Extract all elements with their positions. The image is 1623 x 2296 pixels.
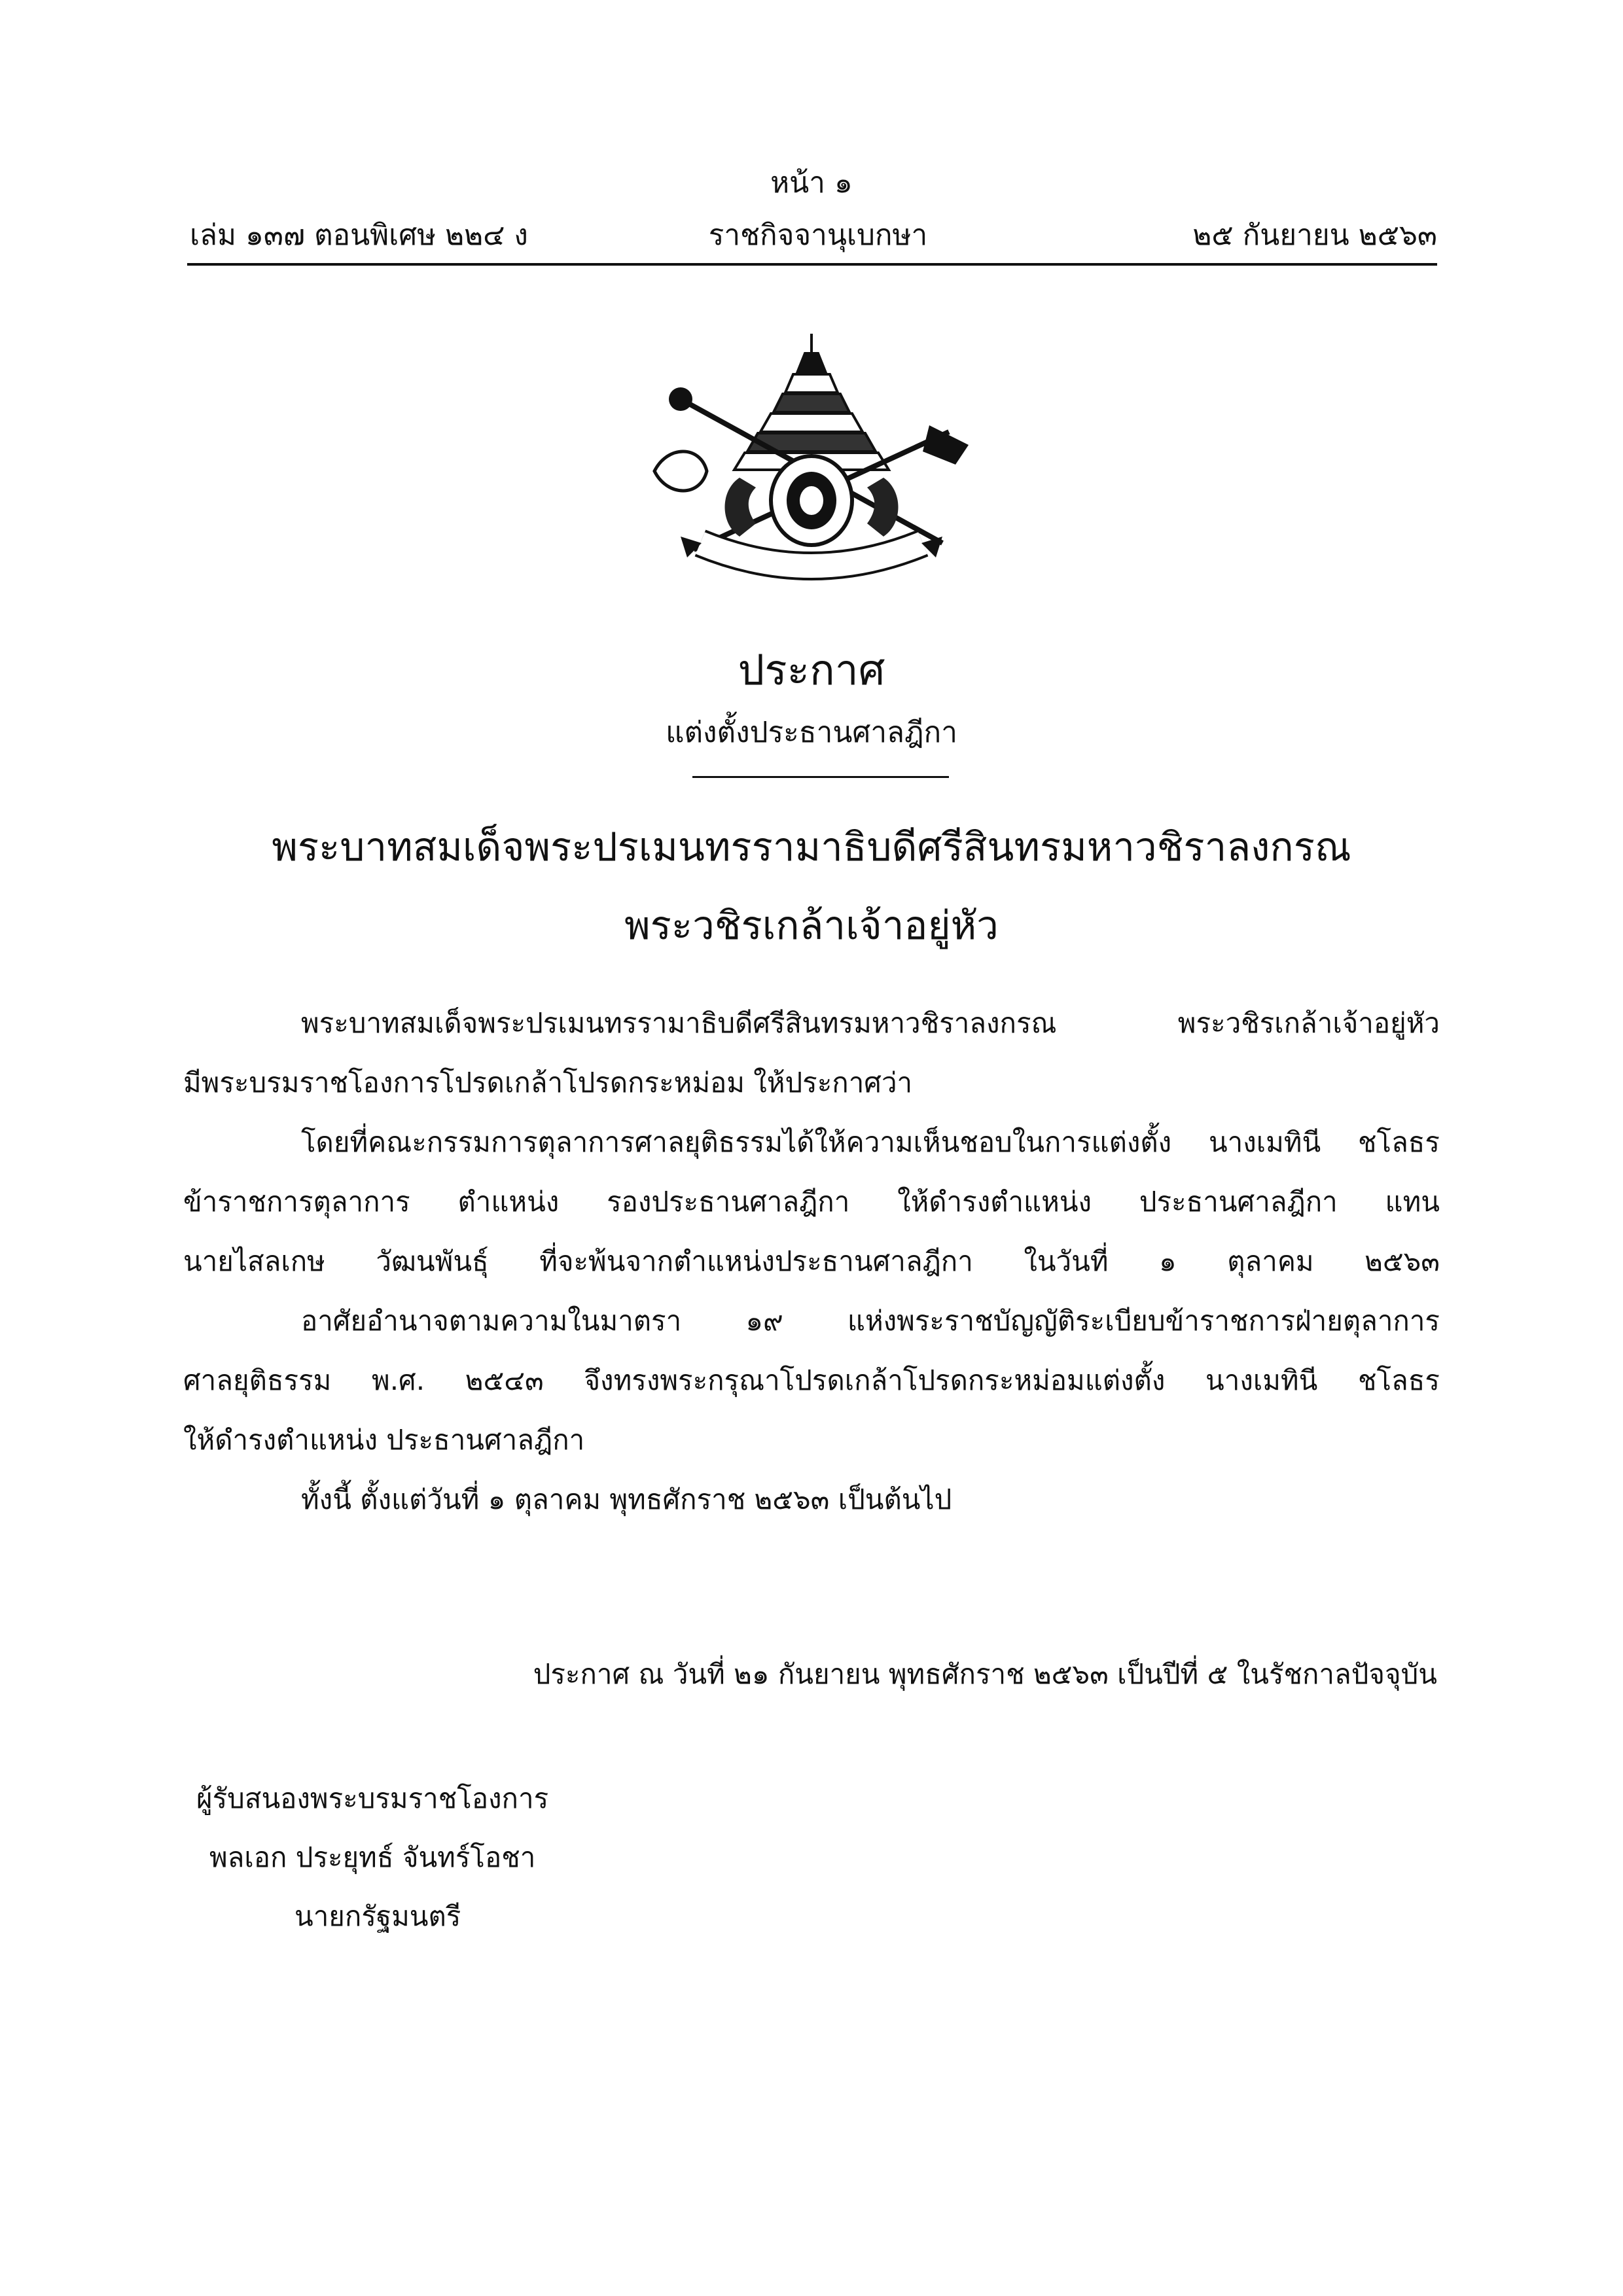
king-name-line-1: พระบาทสมเด็จพระปรเมนทรรามาธิบดีศรีสินทรมหาวชิราลงกรณ [272,824,1351,870]
header-divider [187,263,1437,266]
body-line: อาศัยอำนาจตามความในมาตรา ๑๙ แห่งพระราชบัญญัติระเบียบข้าราชการฝ่ายตุลาการ [301,1305,1440,1337]
king-name-line-2: พระวชิรเกล้าเจ้าอยู่หัว [624,903,999,949]
gazette-name: ราชกิจจานุเบกษา [708,219,928,252]
signatory-name: พลเอก ประยุทธ์ จันทร์โอชา [209,1841,536,1873]
gazette-date: ๒๕ กันยายน ๒๕๖๓ [1192,219,1437,252]
body-line: ข้าราชการตุลาการ ตำแหน่ง รองประธานศาลฎีกา ให้ดำรงตำแหน่ง ประธานศาลฎีกา แทน [183,1186,1440,1218]
body-line: ให้ดำรงตำแหน่ง ประธานศาลฎีกา [183,1424,585,1456]
body-line: นายไสลเกษ วัฒนพันธุ์ ที่จะพ้นจากตำแหน่งประธานศาลฎีกา ในวันที่ ๑ ตุลาคม ๒๕๖๓ [183,1245,1440,1277]
signatory-position: นายกรัฐมนตรี [294,1900,461,1932]
page-number: หน้า ๑ [770,166,853,200]
body-line: พระบาทสมเด็จพระปรเมนทรรามาธิบดีศรีสินทรมหาวชิราลงกรณ พระวชิรเกล้าเจ้าอยู่หัว [301,1007,1440,1039]
royal-seal-icon [641,327,982,589]
body-line: มีพระบรมราชโองการโปรดเกล้าโปรดกระหม่อม ให้ประกาศว่า [183,1067,913,1099]
countersign-label: ผู้รับสนองพระบรมราชโองการ [196,1782,549,1814]
title-divider [692,776,949,778]
document-title: ประกาศ [738,646,885,695]
body-line: ทั้งนี้ ตั้งแต่วันที่ ๑ ตุลาคม พุทธศักราช ๒๕๖๓ เป็นต้นไป [301,1483,952,1515]
document-subtitle: แต่งตั้งประธานศาลฎีกา [666,716,957,749]
body-line: โดยที่คณะกรรมการตุลาการศาลยุติธรรมได้ให้ความเห็นชอบในการแต่งตั้ง นางเมทินี ชโลธร [301,1126,1440,1158]
proclamation-date: ประกาศ ณ วันที่ ๒๑ กันยายน พุทธศักราช ๒๕๖๓ เป็นปีที่ ๕ ในรัชกาลปัจจุบัน [533,1658,1437,1690]
body-line: ศาลยุติธรรม พ.ศ. ๒๕๔๓ จึงทรงพระกรุณาโปรดเกล้าโปรดกระหม่อมแต่งตั้ง นางเมทินี ชโลธร [183,1364,1440,1396]
gazette-volume-issue: เล่ม ๑๓๗ ตอนพิเศษ ๒๒๔ ง [190,219,528,252]
